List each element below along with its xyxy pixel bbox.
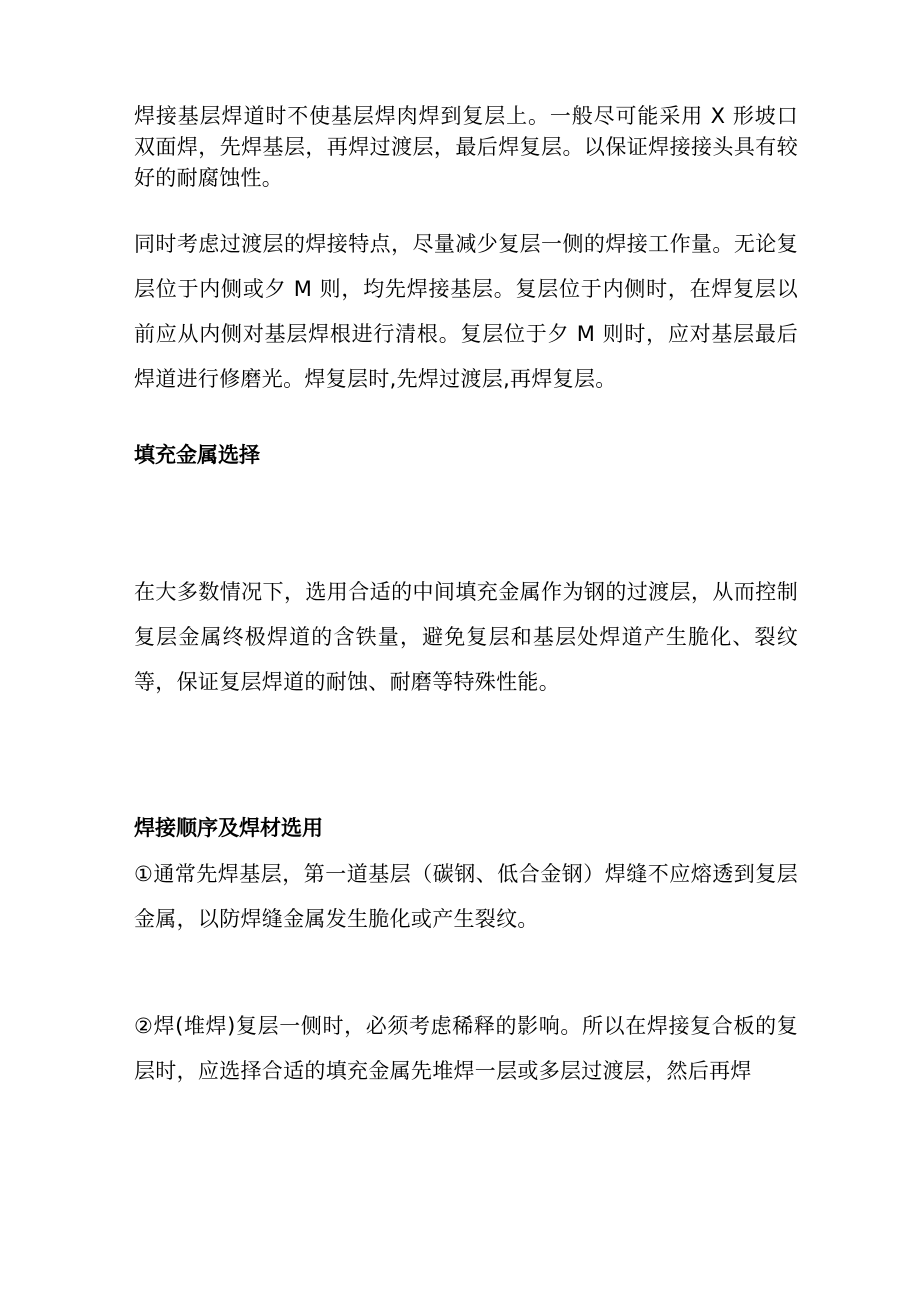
heading-filler-metal-selection: 填充金属选择 bbox=[134, 443, 260, 467]
paragraph-filler-metal: 在大多数情况下，选用合适的中间填充金属作为钢的过渡层，从而控制复层金属终极焊道的含铁量，避免复层和基层处焊道产生脆化、裂纹等，保证复层焊道的耐蚀、耐磨等特殊性能。 bbox=[134, 580, 798, 694]
paragraph-step-1: ①通常先焊基层，第一道基层（碳钢、低合金钢）焊缝不应熔透到复层金属，以防焊缝金属发生脆化或产生裂纹。 bbox=[134, 862, 798, 931]
paragraph-step-2: ②焊(堆焊)复层一侧时，必须考虑稀释的影响。所以在焊接复合板的复层时，应选择合适的填充金属先堆焊一层或多层过渡层，然后再焊 bbox=[134, 1014, 798, 1083]
paragraph-transition-layer: 同时考虑过渡层的焊接特点，尽量减少复层一侧的焊接工作量。无论复层位于内侧或夕 M 则，均先焊接基层。复层位于内侧时，在焊复层以前应从内侧对基层焊根进行清根。复层位于夕 M 则时，应对基层最后焊道进行修磨光。焊复层时,先焊过渡层,再焊复层。 bbox=[134, 232, 798, 391]
heading-welding-sequence: 焊接顺序及焊材选用 bbox=[134, 816, 323, 840]
paragraph-base-layer-welding: 焊接基层焊道时不使基层焊肉焊到复层上。一般尽可能采用 X 形坡口双面焊，先焊基层，再焊过渡层，最后焊复层。以保证焊接接头具有较好的耐腐蚀性。 bbox=[134, 104, 798, 190]
